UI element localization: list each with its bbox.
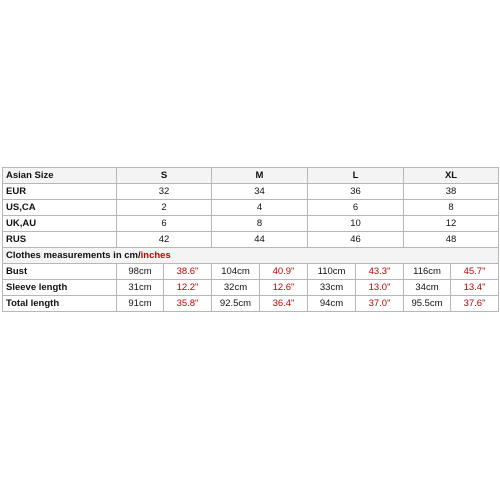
inch-value: 35.8" [164, 296, 212, 312]
size-header-xl: XL [404, 168, 499, 184]
cell-value: 34 [212, 184, 308, 200]
inch-value: 43.3" [356, 264, 404, 280]
cell-value: 8 [212, 216, 308, 232]
cell-value: 46 [308, 232, 404, 248]
cm-value: 34cm [404, 280, 451, 296]
cell-value: 48 [404, 232, 499, 248]
measurements-heading-text: Clothes measurements in cm/ [6, 250, 141, 261]
cm-value: 98cm [117, 264, 164, 280]
cell-value: 8 [404, 200, 499, 216]
cell-value: 32 [117, 184, 212, 200]
cell-value: 10 [308, 216, 404, 232]
size-header-m: M [212, 168, 308, 184]
row-label: Sleeve length [3, 280, 117, 296]
cell-value: 38 [404, 184, 499, 200]
measurement-row-total-length [3, 296, 499, 312]
cm-value: 116cm [404, 264, 451, 280]
inch-value: 13.4" [451, 280, 499, 296]
conversion-row-us-ca [3, 200, 499, 216]
conversion-row-eur [3, 184, 499, 200]
inch-value: 37.6" [451, 296, 499, 312]
cm-value: 91cm [117, 296, 164, 312]
cm-value: 110cm [308, 264, 356, 280]
measurements-heading [3, 248, 499, 264]
measurement-row-sleeve-length [3, 280, 499, 296]
inch-value: 36.4" [260, 296, 308, 312]
row-label: Total length [3, 296, 117, 312]
inch-value: 45.7" [451, 264, 499, 280]
size-chart-table [2, 167, 499, 312]
cm-value: 94cm [308, 296, 356, 312]
measurements-heading-row [3, 248, 499, 264]
size-header-s: S [117, 168, 212, 184]
row-label: EUR [3, 184, 117, 200]
inch-value: 13.0" [356, 280, 404, 296]
row-label: US,CA [3, 200, 117, 216]
cm-value: 92.5cm [212, 296, 260, 312]
inch-value: 12.2" [164, 280, 212, 296]
cm-value: 31cm [117, 280, 164, 296]
cell-value: 36 [308, 184, 404, 200]
measurements-heading-inches: inches [140, 250, 171, 261]
inch-value: 38.6" [164, 264, 212, 280]
cell-value: 44 [212, 232, 308, 248]
cell-value: 42 [117, 232, 212, 248]
cm-value: 104cm [212, 264, 260, 280]
cell-value: 12 [404, 216, 499, 232]
row-label: RUS [3, 232, 117, 248]
inch-value: 40.9" [260, 264, 308, 280]
corner-label: Asian Size [3, 168, 117, 184]
measurement-row-bust [3, 264, 499, 280]
row-label: UK,AU [3, 216, 117, 232]
size-header-row [3, 168, 499, 184]
cm-value: 33cm [308, 280, 356, 296]
conversion-row-uk-au [3, 216, 499, 232]
size-header-l: L [308, 168, 404, 184]
cm-value: 32cm [212, 280, 260, 296]
cell-value: 2 [117, 200, 212, 216]
cell-value: 4 [212, 200, 308, 216]
cm-value: 95.5cm [404, 296, 451, 312]
row-label: Bust [3, 264, 117, 280]
inch-value: 12.6" [260, 280, 308, 296]
conversion-row-rus [3, 232, 499, 248]
inch-value: 37.0" [356, 296, 404, 312]
cell-value: 6 [117, 216, 212, 232]
cell-value: 6 [308, 200, 404, 216]
